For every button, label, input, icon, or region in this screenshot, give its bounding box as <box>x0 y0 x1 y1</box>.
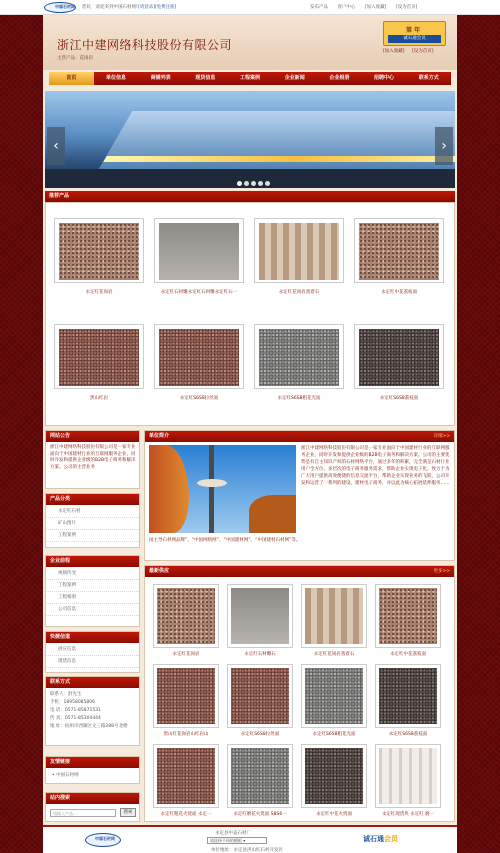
product-image <box>59 223 139 280</box>
management-box <box>45 555 140 627</box>
banner-dot[interactable] <box>251 181 256 186</box>
product-thumb[interactable] <box>154 324 244 389</box>
contact-mobile: 手机：18958085806 <box>50 700 95 705</box>
company-title: 浙江中建网络科技股份有限公司 <box>57 38 233 52</box>
supply-thumb[interactable] <box>227 744 293 808</box>
welcome-message: 您好，欢迎来到中国石材网! <box>82 5 138 10</box>
product-image <box>159 329 239 386</box>
supply-image <box>157 588 215 644</box>
banner-dot[interactable] <box>237 181 242 186</box>
page-wrapper <box>43 15 457 853</box>
category-item[interactable]: 工程案例 <box>46 530 139 542</box>
supply-thumb[interactable] <box>153 744 219 808</box>
management-item[interactable]: 视频传受 <box>46 568 139 580</box>
product-thumb[interactable] <box>54 324 144 389</box>
footer-company: 永定县中盖石材厂 <box>215 831 251 836</box>
footer-logo-text: 中国石材网 <box>95 836 115 841</box>
nav-item-projects[interactable]: 工程案例 <box>240 75 261 81</box>
latest-supply <box>144 565 455 822</box>
footer-brand-member: 会员 <box>384 835 398 843</box>
top-links <box>310 4 425 10</box>
intro-text-continued: 国主导石材网品牌”、“中国网络网”、“中国建材网”、“中国建材石材网”等。 <box>149 538 301 543</box>
supply-thumb[interactable] <box>375 664 441 728</box>
supply-thumb[interactable] <box>301 664 367 728</box>
product-thumb[interactable] <box>354 218 444 283</box>
recommended-products <box>45 202 455 426</box>
badge-year: 第 年 <box>406 27 421 34</box>
supply-image <box>231 748 289 804</box>
supply-thumb[interactable] <box>375 744 441 808</box>
welcome-text <box>82 4 176 10</box>
latest-more-link[interactable]: 更多>> <box>433 569 450 574</box>
product-thumb[interactable] <box>254 324 344 389</box>
login-link[interactable]: [请登录] <box>137 5 155 10</box>
banner-slideshow[interactable] <box>45 91 455 188</box>
nav-item-stock-info[interactable]: 现货信息 <box>195 75 216 81</box>
notice-text: 浙江中建网络科技股份有限公司是一家专业面向于中国建材行业的互联网服务企业，同时开发和提供企业级的B2B电子商务和解决方案。公司的主营业务 <box>50 445 136 470</box>
product-caption[interactable]: 永定红花岗岩蒸着石 <box>278 290 320 295</box>
supply-caption[interactable]: 永定红花岗岩 <box>172 652 200 657</box>
supply-image <box>379 668 437 724</box>
main-products: 主营产品：花岗岩 <box>57 56 93 61</box>
site-search-button[interactable]: 搜索 <box>120 808 136 817</box>
supply-caption[interactable]: 永定红S6S8粗花光面 <box>312 732 356 737</box>
product-caption[interactable]: 永定红S6S8粗花光面 <box>277 396 321 401</box>
nav-item-jobs[interactable]: 招聘中心 <box>374 75 395 81</box>
publish-product-link[interactable]: 发布产品 <box>310 5 328 10</box>
supply-thumb[interactable] <box>375 584 441 648</box>
supply-image <box>305 588 363 644</box>
site-logo[interactable] <box>44 2 76 13</box>
member-badge <box>383 21 446 46</box>
product-caption[interactable]: 永定红石材雕永定红石材雕永定红石一 <box>160 290 238 295</box>
supply-thumb[interactable] <box>153 584 219 648</box>
banner-light-stripe <box>103 156 455 162</box>
supply-caption[interactable]: 永定红粗花火烧面 永定一 <box>160 812 212 817</box>
latest-title: 最新供应 <box>149 568 170 574</box>
supply-image <box>305 668 363 724</box>
supply-caption[interactable]: 永定红花岗岩蒸着石 <box>313 652 355 657</box>
contact-phone: 电 话：0571-85871531 <box>50 708 101 713</box>
product-image <box>59 329 139 386</box>
product-image <box>259 223 339 280</box>
product-image <box>359 223 439 280</box>
supply-image <box>231 668 289 724</box>
template-select[interactable]: 请选择不同的模板 ▾ <box>207 837 267 844</box>
management-item[interactable]: 工程案例 <box>46 580 139 592</box>
category-item[interactable]: 永定红石材 <box>46 506 139 518</box>
supply-image <box>379 748 437 804</box>
product-caption[interactable]: 永定红S6S8荔枝面 <box>379 396 419 401</box>
product-image <box>359 329 439 386</box>
product-caption[interactable]: 黑山红岩 <box>90 396 108 401</box>
supply-thumb[interactable] <box>153 664 219 728</box>
nav-item-contact[interactable]: 联系方式 <box>418 75 439 81</box>
friend-links-title: 友情链接 <box>50 759 71 765</box>
site-logo-text: 中国石材网 <box>55 4 75 9</box>
supply-caption[interactable]: 永定红石材雕石 <box>244 652 276 657</box>
footer-brand-text: 诚石通 <box>363 835 384 843</box>
product-category-box <box>45 493 140 548</box>
notice-box <box>45 430 140 489</box>
quick-channel-box <box>45 631 140 673</box>
product-thumb[interactable] <box>54 218 144 283</box>
recommended-title: 推荐产品 <box>49 193 70 199</box>
intro-title: 单位简介 <box>149 433 170 439</box>
product-thumb[interactable] <box>154 218 244 283</box>
friend-link[interactable]: 中国石材网 <box>56 773 79 778</box>
friend-links-box: 友情链接 • 中国石材网 <box>45 756 140 784</box>
product-image <box>159 223 239 280</box>
nav-item-company-info[interactable]: 单位信息 <box>106 75 127 81</box>
management-item[interactable]: 公司信息 <box>46 604 139 616</box>
supply-thumb[interactable] <box>227 584 293 648</box>
contact-person: 联系人：舒先生 <box>50 692 82 697</box>
site-search-input[interactable]: 请输入产品... <box>50 809 116 817</box>
product-caption[interactable]: 永定红中花荔枝面 <box>381 290 417 295</box>
intro-text: 浙江中建网络科技股份有限公司是一家专业面向于中国建材行业的互联网服务企业，同时开发和提供企业级的B2B电子商务和解决方案。公司的主要优势是有自主知识产权的石材网络平台，通过多年的积累，完全满足石材行业用户全方位、多层次的电子商务服务需求，帮助企业实现电子化，致力于为广大用户提供高效便捷的信息交流平台，帮助企业实现业务的飞跃，公司开发和运营了一系列的建设、建材电子商务，并以此为核心拓展延伸服务…… <box>301 446 450 486</box>
supply-caption[interactable]: 永定红S6S8荔枝面 <box>388 732 428 737</box>
supply-image <box>305 748 363 804</box>
intro-more-link[interactable]: 详细>> <box>433 434 450 439</box>
main-nav <box>49 72 451 85</box>
site-search-box <box>45 792 140 822</box>
banner-dots <box>237 181 270 186</box>
category-item[interactable]: 矿山图片 <box>46 518 139 530</box>
footer <box>43 825 457 853</box>
product-category-title: 产品分类 <box>50 496 71 502</box>
contact-address: 地 址：杭州市西湖区文三路288号北楼 <box>50 724 128 729</box>
product-thumb[interactable] <box>254 218 344 283</box>
nav-item-album[interactable]: 企业相册 <box>329 75 350 81</box>
footer-brand <box>363 834 398 844</box>
supply-image <box>231 588 289 644</box>
notice-title: 网站公告 <box>50 433 71 439</box>
intro-image <box>149 445 296 533</box>
banner-dot[interactable] <box>244 181 249 186</box>
customer-center-link[interactable]: 客户中心 <box>337 5 356 10</box>
register-link[interactable]: [免费注册] <box>154 5 177 10</box>
supply-thumb[interactable] <box>227 664 293 728</box>
nav-item-shop-list[interactable]: 商铺列表 <box>150 75 171 81</box>
supply-image <box>157 748 215 804</box>
banner-dot[interactable] <box>258 181 263 186</box>
management-title: 企业前程 <box>50 558 71 564</box>
quick-title: 快捷信道 <box>50 634 71 640</box>
supply-image <box>379 588 437 644</box>
supply-caption[interactable]: 永定红中花荔枝面 <box>390 652 426 657</box>
badge-member: 诚石通会员 <box>388 35 441 43</box>
management-item[interactable]: 工程相册 <box>46 592 139 604</box>
banner-next-arrow-icon[interactable]: › <box>435 127 453 165</box>
supply-image <box>157 668 215 724</box>
supply-thumb[interactable] <box>301 584 367 648</box>
supply-caption[interactable]: 永定红S6S8拉丝面 <box>240 732 280 737</box>
product-caption[interactable]: 永定红花岗岩 <box>85 290 113 295</box>
top-bar <box>0 0 500 15</box>
site-search-title: 站内搜索 <box>50 795 71 801</box>
nav-item-news[interactable]: 企业新闻 <box>284 75 305 81</box>
product-caption[interactable]: 永定红S6S8拉丝面 <box>179 396 219 401</box>
supply-caption[interactable]: 永定红中花火烧面 <box>316 812 352 817</box>
add-favorite-link[interactable]: [加入收藏] <box>364 5 387 10</box>
nav-item-home[interactable]: 首页 <box>49 72 94 85</box>
template-select-value: 请选择不同的模板 <box>210 838 242 843</box>
header-add-favorite-link[interactable]: [加入收藏] <box>383 49 405 54</box>
contact-fax: 传 真：0571-85304444 <box>50 716 101 721</box>
contact-box <box>45 676 140 746</box>
product-thumb[interactable] <box>354 324 444 389</box>
banner-prev-arrow-icon[interactable]: ‹ <box>47 127 65 165</box>
supply-caption[interactable]: 永定红磨花火烧面 S8S6一 <box>233 812 287 817</box>
contact-title: 联系方式 <box>50 679 71 685</box>
banner-building <box>98 111 455 171</box>
footer-logo[interactable] <box>85 833 121 847</box>
supply-caption[interactable]: 黑山红花岗岩山红岩山 <box>163 732 209 737</box>
supply-caption[interactable]: 永定红现货块 永定红 磨一 <box>381 812 435 817</box>
set-homepage-link[interactable]: [设为首页] <box>395 5 418 10</box>
banner-dot[interactable] <box>265 181 270 186</box>
recommended-header <box>45 191 455 202</box>
product-image <box>259 329 339 386</box>
footer-address: 单位地址：永定县洪山红石村开发区 <box>211 848 283 853</box>
header-links <box>383 48 439 54</box>
company-intro <box>144 430 455 561</box>
quick-item[interactable]: 现货信息 <box>46 656 139 668</box>
quick-item[interactable]: 供应信息 <box>46 644 139 656</box>
header-set-homepage-link[interactable]: [设为首页] <box>411 49 434 54</box>
company-header <box>43 15 457 70</box>
supply-thumb[interactable] <box>301 744 367 808</box>
